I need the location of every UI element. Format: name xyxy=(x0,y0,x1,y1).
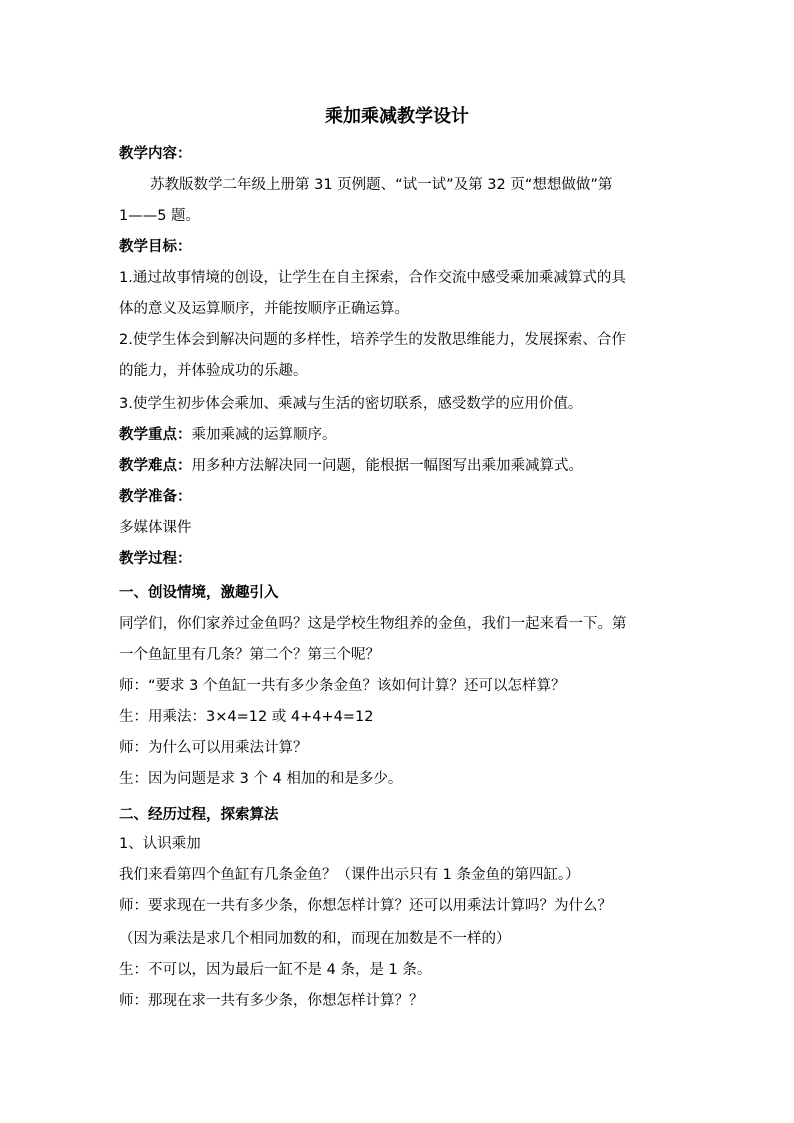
difficulty-label: 教学难点： xyxy=(119,458,192,474)
process-heading: 教学过程： xyxy=(119,551,192,567)
prep-heading: 教学准备： xyxy=(119,489,192,505)
difficulty-point xyxy=(119,455,679,477)
difficulty-text: 用多种方法解决同一问题，能根据一幅图写出乘加乘减算式。 xyxy=(191,458,583,474)
section-1-line-1: 同学们，你们家养过金鱼吗？这是学校生物组养的金鱼，我们一起来看一下。第 xyxy=(119,616,627,632)
section-2-line-3: （因为乘法是求几个相同加数的和，而现在加数是不一样的） xyxy=(119,931,511,947)
section-2-line-1: 我们来看第四个鱼缸有几条金鱼？（课件出示只有 1 条金鱼的第四缸。） xyxy=(119,867,580,883)
goal-3: 3.使学生初步体会乘加、乘减与生活的密切联系，感受数学的应用价值。 xyxy=(119,396,583,412)
content-line-1: 苏教版数学二年级上册第 31 页例题、“试一试”及第 32 页“想想做做”第 xyxy=(150,177,613,193)
goal-1-line-2: 体的意义及运算顺序，并能按顺序正确运算。 xyxy=(119,301,409,317)
section-1-line-4: 生：用乘法：3×4=12 或 4+4+4=12 xyxy=(119,709,374,725)
section-2-line-2: 师：要求现在一共有多少条，你想怎样计算？还可以用乘法计算吗？为什么？ xyxy=(119,898,612,914)
document-title: 乘加乘减教学设计 xyxy=(325,106,469,127)
section-2-line-5: 师：那现在求一共有多少条，你想怎样计算？？ xyxy=(119,993,424,1009)
section-2-subheading: 1、认识乘加 xyxy=(119,836,201,852)
goal-2-line-2: 的能力，并体验成功的乐趣。 xyxy=(119,363,308,379)
goals-heading: 教学目标： xyxy=(119,239,192,255)
prep-text: 多媒体课件 xyxy=(119,520,192,536)
section-1-line-3: 师：“要求 3 个鱼缸一共有多少条金鱼？该如何计算？还可以怎样算？ xyxy=(119,678,566,694)
goal-1-line-1: 1.通过故事情境的创设，让学生在自主探索，合作交流中感受乘加乘减算式的具 xyxy=(119,270,626,286)
key-point-text: 乘加乘减的运算顺序。 xyxy=(191,427,337,443)
key-point xyxy=(119,424,679,446)
key-point-label: 教学重点： xyxy=(119,427,192,443)
section-1-heading: 一、创设情境，激趣引入 xyxy=(119,585,279,601)
section-1-line-5: 师：为什么可以用乘法计算？ xyxy=(119,740,308,756)
content-heading: 教学内容： xyxy=(119,146,192,162)
goal-2-line-1: 2.使学生体会到解决问题的多样性，培养学生的发散思维能力，发展探索、合作 xyxy=(119,332,626,348)
section-1-line-2: 一个鱼缸里有几条？第二个？第三个呢？ xyxy=(119,647,380,663)
section-2-heading: 二、经历过程，探索算法 xyxy=(119,807,279,823)
section-2-line-4: 生：不可以，因为最后一缸不是 4 条，是 1 条。 xyxy=(119,962,432,978)
content-line-2: 1——5 题。 xyxy=(119,208,201,224)
section-1-line-6: 生：因为问题是求 3 个 4 相加的和是多少。 xyxy=(119,771,403,787)
